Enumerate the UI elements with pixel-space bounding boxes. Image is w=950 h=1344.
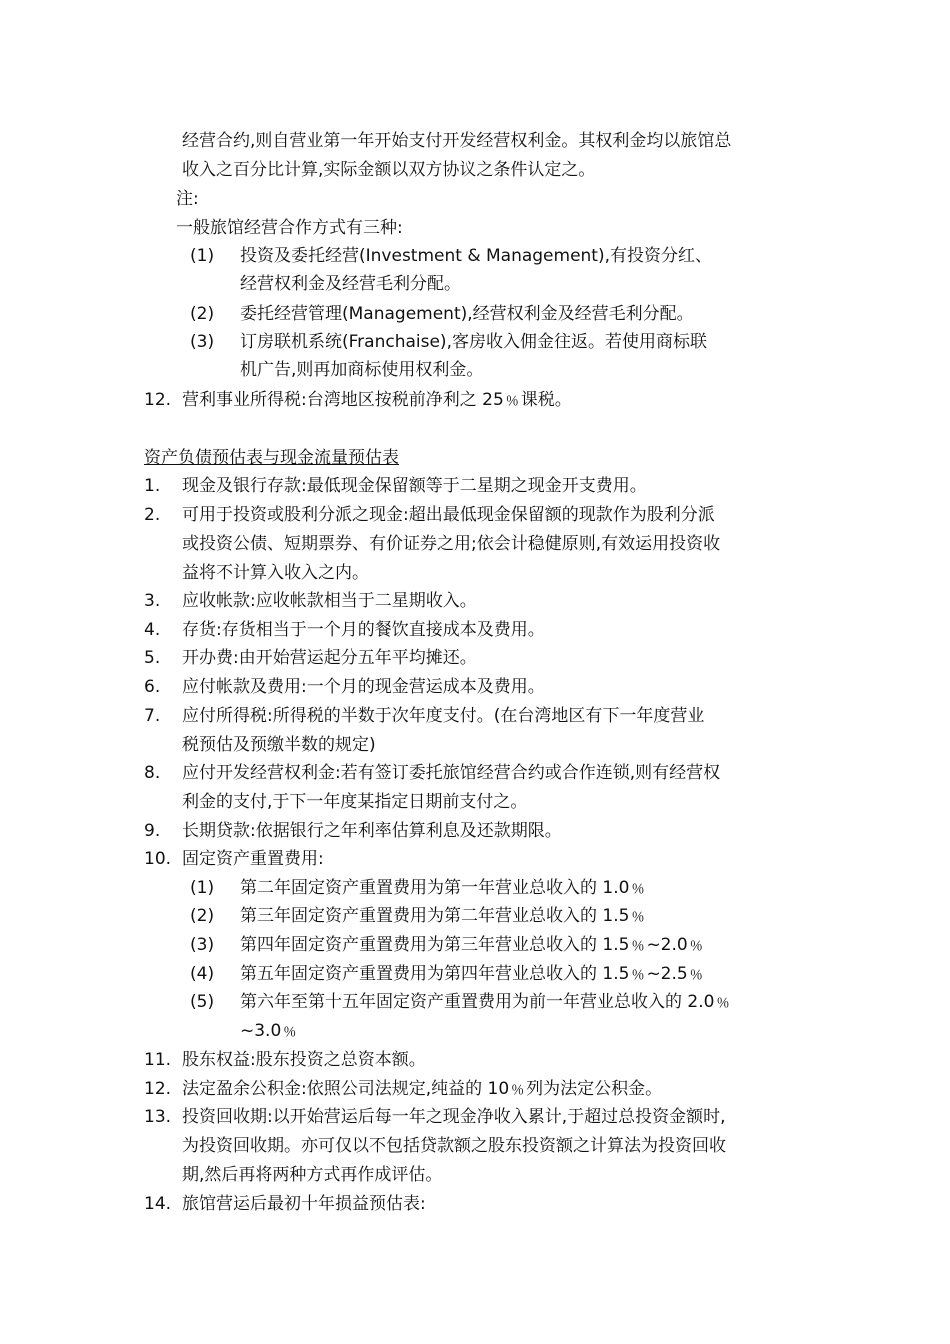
list-item-text: 可用于投资或股利分派之现金:超出最低现金保留额的现款作为股利分派 <box>182 505 715 525</box>
list-item-text: 应收帐款:应收帐款相当于二星期收入。 <box>182 591 477 611</box>
sublist-marker: (5) <box>190 992 215 1012</box>
list-item-text: 应付所得税:所得税的半数于次年度支付。(在台湾地区有下一年度营业 <box>182 706 705 726</box>
sublist-marker: (1) <box>190 878 215 898</box>
list-item-text: 现金及银行存款:最低现金保留额等于二星期之现金开支费用。 <box>182 476 647 496</box>
list-number: 3. <box>144 591 161 611</box>
list-item-text: 法定盈余公积金:依照公司法规定,纯益的 10﹪列为法定公积金。 <box>182 1079 663 1099</box>
list-number: 2. <box>144 505 161 525</box>
list-item-text: 为投资回收期。亦可仅以不包括贷款额之股东投资额之计算法为投资回收 <box>182 1136 726 1156</box>
sublist-text: 第六年至第十五年固定资产重置费用为前一年营业总收入的 2.0﹪ <box>240 992 732 1012</box>
list-item-text: 开办费:由开始营运起分五年平均摊还。 <box>182 648 477 668</box>
note-item-text: 投资及委托经营(Investment & Management),有投资分红、 <box>240 246 713 266</box>
list-item-text: 益将不计算入收入之内。 <box>182 563 369 583</box>
sublist-text: 第二年固定资产重置费用为第一年营业总收入的 1.0﹪ <box>240 878 647 898</box>
sublist-text: 第三年固定资产重置费用为第二年营业总收入的 1.5﹪ <box>240 906 647 926</box>
list-item-text: 营利事业所得税:台湾地区按税前净利之 25﹪课税。 <box>182 390 572 410</box>
list-number: 7. <box>144 706 161 726</box>
note-item-marker: (1) <box>190 246 215 266</box>
note-label: 注: <box>176 189 199 209</box>
list-number: 5. <box>144 648 161 668</box>
sublist-text: ~3.0﹪ <box>240 1021 299 1041</box>
intro-line-1: 经营合约,则自营业第一年开始支付开发经营权利金。其权利金均以旅馆总 <box>182 131 732 151</box>
list-item-text: 或投资公债、短期票券、有价证券之用;依会计稳健原则,有效运用投资收 <box>182 534 721 554</box>
list-number: 14. <box>144 1194 172 1214</box>
section-title: 资产负债预估表与现金流量预估表 <box>144 448 399 468</box>
note-item-marker: (3) <box>190 332 215 352</box>
note-item-text: 委托经营管理(Management),经营权利金及经营毛利分配。 <box>240 304 694 324</box>
sublist-marker: (3) <box>190 935 215 955</box>
note-item-text: 经营权利金及经营毛利分配。 <box>240 274 461 294</box>
sublist-text: 第四年固定资产重置费用为第三年营业总收入的 1.5﹪~2.0﹪ <box>240 935 705 955</box>
list-number: 13. <box>144 1107 172 1127</box>
list-item-text: 长期贷款:依据银行之年利率估算利息及还款期限。 <box>182 821 562 841</box>
intro-line-2: 收入之百分比计算,实际金额以双方协议之条件认定之。 <box>182 160 596 180</box>
note-lead: 一般旅馆经营合作方式有三种: <box>176 218 403 238</box>
list-item-text: 股东权益:股东投资之总资本额。 <box>182 1050 426 1070</box>
sublist-marker: (2) <box>190 906 215 926</box>
note-item-text: 订房联机系统(Franchaise),客房收入佣金往返。若使用商标联 <box>240 332 707 352</box>
list-item-text: 利金的支付,于下一年度某指定日期前支付之。 <box>182 792 528 812</box>
list-item-text: 应付开发经营权利金:若有签订委托旅馆经营合约或合作连锁,则有经营权 <box>182 763 721 783</box>
sublist-marker: (4) <box>190 964 215 984</box>
list-number: 1. <box>144 476 161 496</box>
list-item-text: 旅馆营运后最初十年损益预估表: <box>182 1194 426 1214</box>
list-item-text: 存货:存货相当于一个月的餐饮直接成本及费用。 <box>182 620 545 640</box>
note-item-text: 机广告,则再加商标使用权利金。 <box>240 360 484 380</box>
list-item-text: 应付帐款及费用:一个月的现金营运成本及费用。 <box>182 677 545 697</box>
list-item-text: 期,然后再将两种方式再作成评估。 <box>182 1165 443 1185</box>
list-number: 10. <box>144 849 172 869</box>
list-number: 8. <box>144 763 161 783</box>
list-number: 9. <box>144 821 161 841</box>
list-number: 6. <box>144 677 161 697</box>
list-number: 12. <box>144 390 172 410</box>
list-number: 12. <box>144 1079 172 1099</box>
list-item-text: 固定资产重置费用: <box>182 849 324 869</box>
list-item-text: 投资回收期:以开始营运后每一年之现金净收入累计,于超过总投资金额时, <box>182 1107 726 1127</box>
list-number: 11. <box>144 1050 172 1070</box>
list-item-text: 税预估及预缴半数的规定) <box>182 735 376 755</box>
list-number: 4. <box>144 620 161 640</box>
note-item-marker: (2) <box>190 304 215 324</box>
sublist-text: 第五年固定资产重置费用为第四年营业总收入的 1.5﹪~2.5﹪ <box>240 964 705 984</box>
